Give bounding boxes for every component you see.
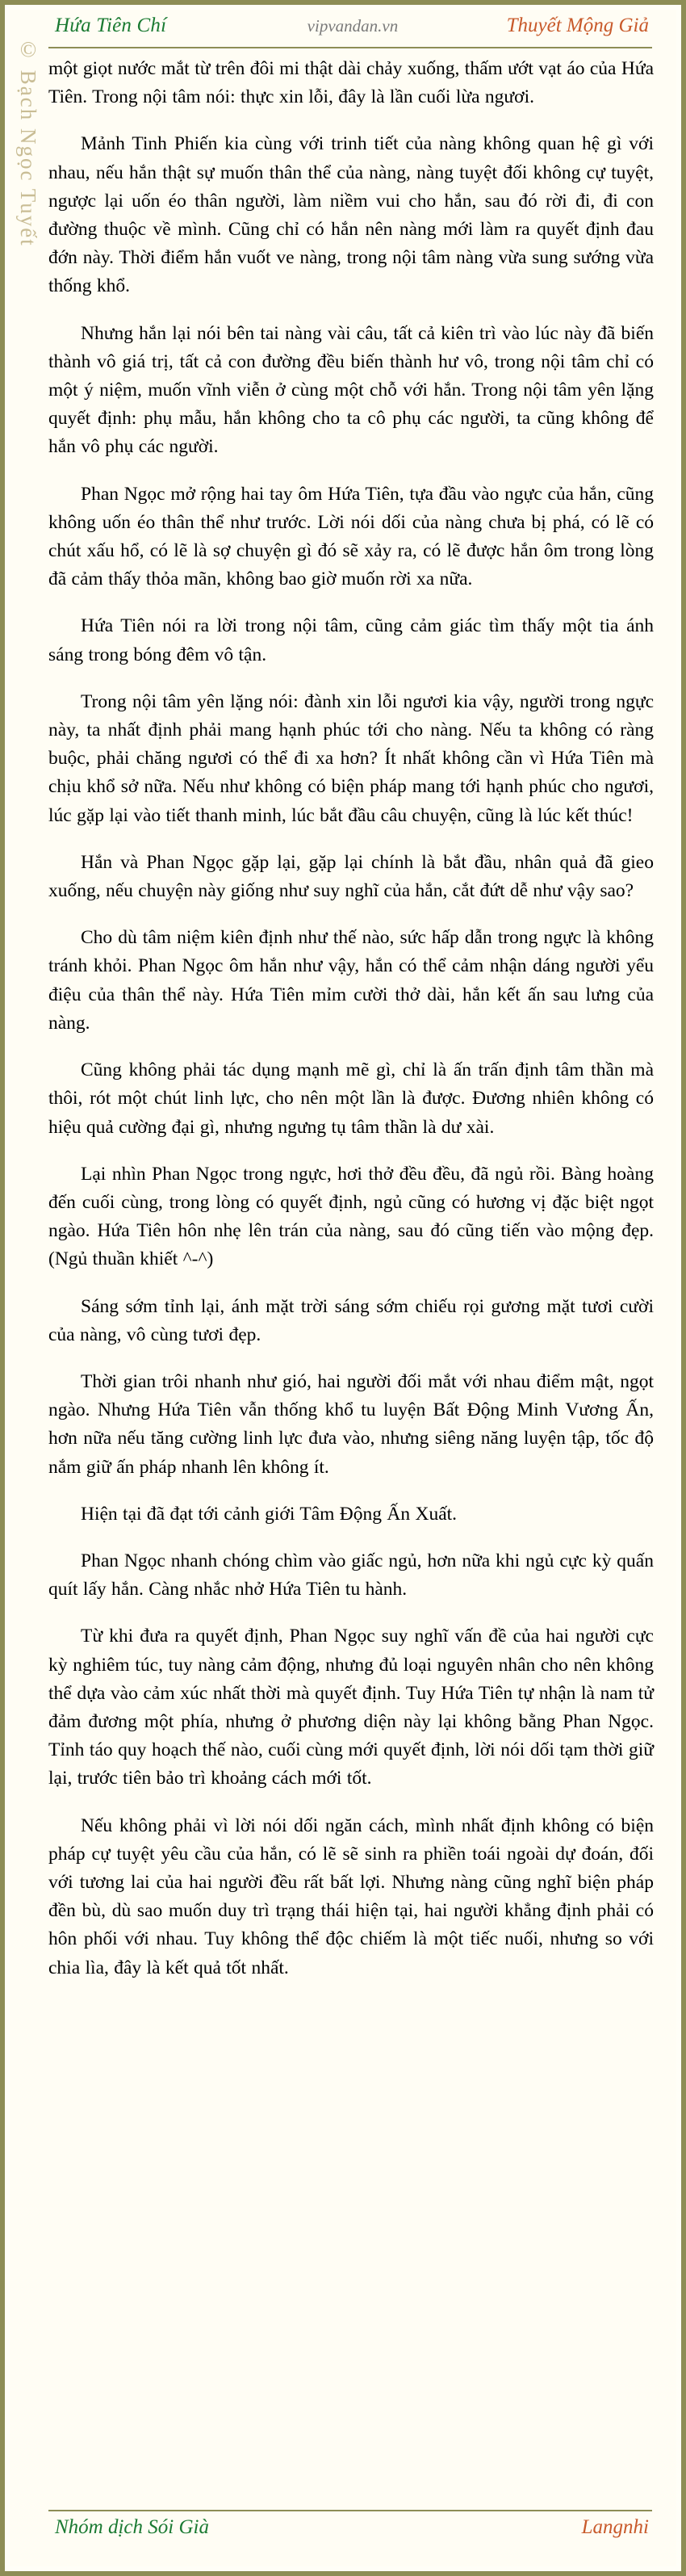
- footer-translator-name: Langnhi: [581, 2516, 649, 2538]
- body-paragraph: Nếu không phải vì lời nói dối ngăn cách, mình nhất định không có biện pháp cự tuyệt yêu cầu của hắn, có lẽ sẽ sinh ra phiền toái ngoài dự đoán, đối với tương lai của hai người đều rất bất lợi. Nhưng nàng cũng nghĩ biện pháp đền bù, dù sao muốn duy trì trạng thái hiện tại, hai người khẳng định phải có hôn phối với nhau. Tuy không thể độc chiếm là một tiếc nuối, nhưng so với chia lìa, đây là kết quả tốt nhất.: [48, 1815, 654, 1978]
- body-paragraph: Thời gian trôi nhanh như gió, hai người đối mắt với nhau điểm mật, ngọt ngào. Nhưng Hứa Tiên vẫn thống khổ tu luyện Bất Động Minh Vương Ấn, hơn nữa nếu tăng cường linh lực đưa vào, nhưng siêng năng luyện tập, tốc độ nắm giữ ấn pháp nhanh lên không ít.: [48, 1370, 654, 1478]
- body-paragraph: Trong nội tâm yên lặng nói: đành xin lỗi ngươi kia vậy, người trong ngực này, ta nhất định phải mang hạnh phúc tới cho nàng. Nếu ta không có ràng buộc, phải chăng ngươi có thể đi xa hơn? Ít nhất không cần vì Hứa Tiên mà chịu khổ sở nữa. Nếu như không có biện pháp mang tới hạnh phúc cho ngươi, lúc gặp lại vào tiết thanh minh, lúc bắt đầu câu chuyện, cũng là lúc kết thúc!: [48, 690, 654, 826]
- body-paragraph: Phan Ngọc nhanh chóng chìm vào giấc ngủ, hơn nữa khi ngủ cực kỳ quấn quít lấy hắn. Càng nhắc nhở Hứa Tiên tu hành.: [48, 1550, 654, 1601]
- body-paragraph: Hiện tại đã đạt tới cảnh giới Tâm Động Ấn Xuất.: [81, 1503, 458, 1525]
- page-inner-surface: [10, 10, 676, 2566]
- header-row: [47, 15, 654, 45]
- header-author-name: Thuyết Mộng Giả: [506, 15, 649, 36]
- body-paragraph: Cũng không phải tác dụng mạnh mẽ gì, chỉ là ấn trấn định tâm thần mà thôi, rót một chút linh lực, cho nên một lần là được. Đương nhiên không có hiệu quả cường đại gì, nhưng ngưng tụ tâm thần là dư xài.: [48, 1059, 654, 1138]
- body-paragraph: Phan Ngọc mở rộng hai tay ôm Hứa Tiên, tựa đầu vào ngực của hắn, cũng không uốn éo thân thể như trước. Lời nói dối của nàng chưa bị phá, có lẽ có chút xấu hổ, có lẽ là sợ chuyện gì đó sẽ xảy ra, có lẽ được hắn ôm trong lòng đã cảm thấy thỏa mãn, không bao giờ muốn rời xa nữa.: [48, 483, 654, 590]
- footer-translation-group: Nhóm dịch Sói Già: [55, 2516, 209, 2538]
- copyright-watermark: © Bạch Ngọc Tuyết: [16, 37, 40, 247]
- body-paragraph: Cho dù tâm niệm kiên định như thế nào, sức hấp dẫn trong ngực là không tránh khỏi. Phan Ngọc ôm hắn như vậy, hắn có thể cảm nhận dáng người yểu điệu của thân thể này. Hứa Tiên mỉm cười thở dài, hắn kết ấn sau lưng của nàng.: [48, 927, 654, 1034]
- header-site-name: vipvandan.vn: [307, 16, 399, 36]
- header-divider: [48, 47, 652, 48]
- body-paragraph: Sáng sớm tỉnh lại, ánh mặt trời sáng sớm chiếu rọi gương mặt tươi cười của nàng, vô cùng tươi đẹp.: [48, 1295, 654, 1345]
- body-paragraph: Từ khi đưa ra quyết định, Phan Ngọc suy nghĩ vấn đề của hai người cực kỳ nghiêm túc, tuy nàng cảm động, nhưng đủ loại nguyên nhân cho nên không thể dựa vào cảm xúc nhất thời mà quyết định. Tuy Hứa Tiên tự nhận là nam tử đảm đương một phía, nhưng ở phương diện này lại không bằng Phan Ngọc. Tỉnh táo quy hoạch thế nào, cuối cùng mới quyết định, lời nói dối tạm thời giữ lại, trước tiên bảo trì khoảng cách mới tốt.: [48, 1626, 654, 1789]
- body-paragraph: Mảnh Tinh Phiến kia cùng với trinh tiết của nàng không quan hệ gì với nhau, nếu hắn thật sự muốn thân thể của nàng, nàng tuyệt đối không cự tuyệt, ngược lại uốn éo thân người, làm niềm vui cho hắn, sau đó rời đi, đi con đường thuộc về mình. Cũng chỉ có hắn nên nàng mới làm ra quyết định đau đớn này. Thời điểm hắn vuốt ve nàng, trong nội tâm nàng vừa sung sướng vừa thống khổ.: [48, 133, 654, 297]
- body-paragraph: Hứa Tiên nói ra lời trong nội tâm, cũng cảm giác tìm thấy một tia ánh sáng trong bóng đêm vô tận.: [48, 615, 654, 665]
- page-footer: [47, 2510, 654, 2557]
- footer-row: [47, 2516, 654, 2539]
- header-book-title: Hứa Tiên Chí: [55, 15, 167, 36]
- body-paragraph: Nhưng hắn lại nói bên tai nàng vài câu, tất cả kiên trì vào lúc này đã biến thành vô giá trị, tất cả con đường đều biến thành hư vô, trong nội tâm chỉ có một ý niệm, muốn vĩnh viễn ở cùng một chỗ với hắn. Trong nội tâm yên lặng quyết định: phụ mẫu, hắn không cho ta cô phụ các người, ta cũng không để hắn vô phụ các người.: [48, 322, 654, 458]
- footer-divider: [48, 2510, 652, 2511]
- page-header: [47, 15, 654, 50]
- body-paragraph: một giọt nước mắt từ trên đôi mi thật dài chảy xuống, thấm ướt vạt áo của Hứa Tiên. Trong nội tâm nói: thực xin lỗi, đây là lần cuối lừa ngươi.: [48, 58, 654, 108]
- body-paragraph: Lại nhìn Phan Ngọc trong ngực, hơi thở đều đều, đã ngủ rồi. Bàng hoàng đến cuối cùng, trong lòng có quyết định, ngủ cũng có hương vị đặc biệt ngọt ngào. Hứa Tiên hôn nhẹ lên trán của nàng, sau đó cũng tiến vào mộng đẹp. (Ngủ thuần khiết ^-^): [48, 1163, 654, 1270]
- body-paragraph: Hắn và Phan Ngọc gặp lại, gặp lại chính là bắt đầu, nhân quả đã gieo xuống, nếu chuyện này giống như suy nghĩ của hắn, cắt đứt dễ như vậy sao?: [48, 851, 654, 902]
- chapter-body: [48, 55, 654, 2477]
